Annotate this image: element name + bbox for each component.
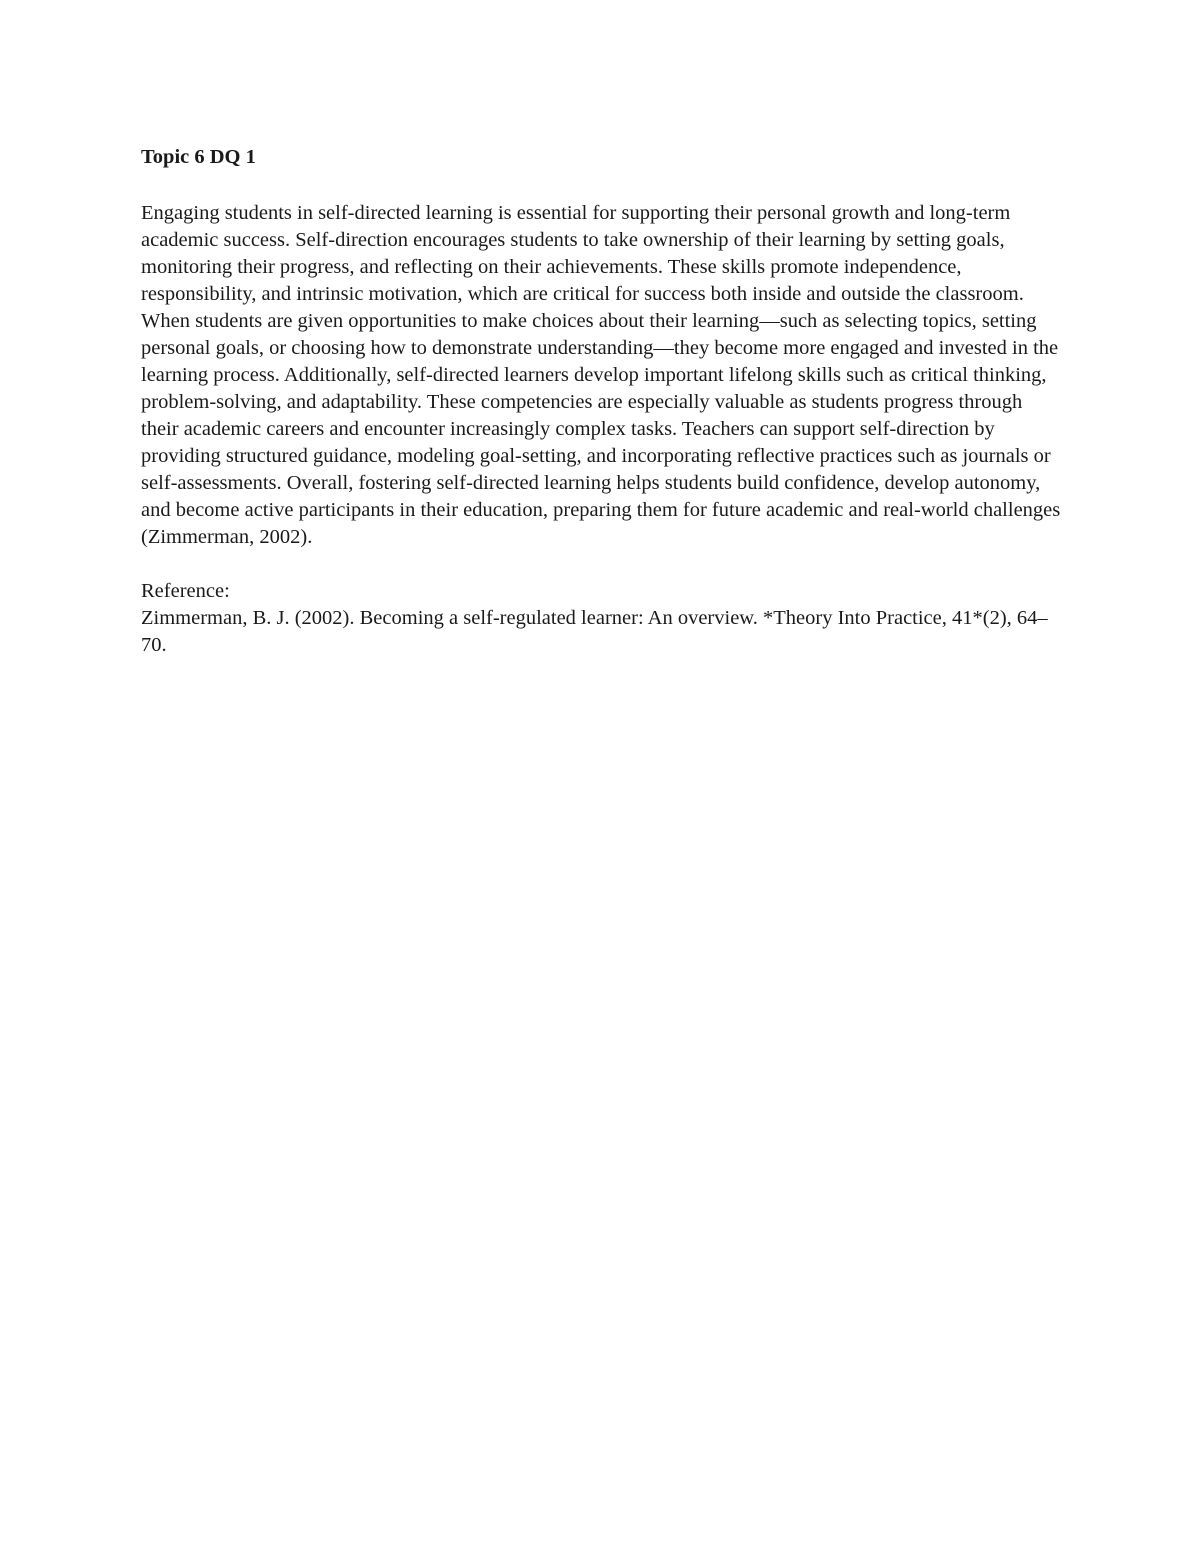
document-title: Topic 6 DQ 1: [141, 146, 256, 168]
body-paragraph: Engaging students in self-directed learning is essential for supporting their personal growth and long-term academic success. Self-direction encourages students to take ownership of their learning by setting goals, monitoring their progress, and reflecting on their achievements. These skills promote independence, responsibility, and intrinsic motivation, which are critical for success both inside and outside the classroom. When students are given opportunities to make choices about their learning—such as selecting topics, setting personal goals, or choosing how to demonstrate understanding—they become more engaged and invested in the learning process. Additionally, self-directed learners develop important lifelong skills such as critical thinking, problem-solving, and adaptability. These competencies are especially valuable as students progress through their academic careers and encounter increasingly complex tasks. Teachers can support self-direction by providing structured guidance, modeling goal-setting, and incorporating reflective practices such as journals or self-assessments. Overall, fostering self-directed learning helps students build confidence, develop autonomy, and become active participants in their education, preparing them for future academic and real-world challenges (Zimmerman, 2002).: [141, 202, 1061, 548]
document-content: [141, 141, 1061, 659]
reference-entry: Zimmerman, B. J. (2002). Becoming a self-regulated learner: An overview. *Theory Into Practice, 41*(2), 64–70.: [141, 607, 1048, 656]
reference-heading: Reference:: [141, 580, 230, 602]
